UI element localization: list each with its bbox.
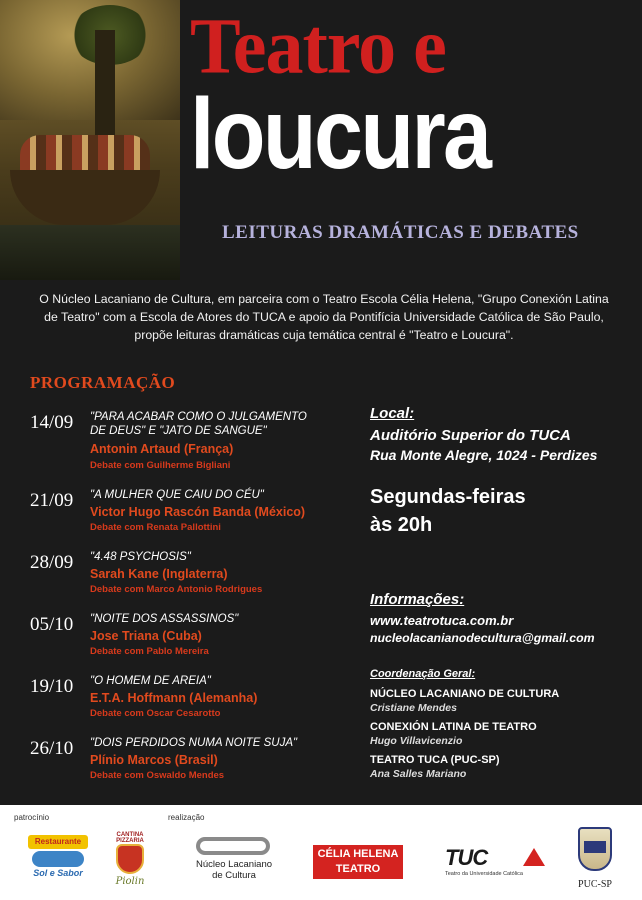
tuca-triangle-icon — [523, 848, 545, 866]
event-work: "O HOMEM DE AREIA" — [90, 675, 211, 687]
puc-sp-logo — [570, 827, 620, 897]
tuca-logo — [445, 845, 545, 885]
intro-line: O Núcleo Lacaniano de Cultura, em parceira com o Teatro Escola Célia Helena, "Grupo Conexión Latina — [39, 292, 609, 306]
info-website-link[interactable]: www.teatrotuca.com.br — [370, 613, 514, 628]
coordination-label: Coordenação Geral: — [370, 668, 476, 680]
coordination-person: Cristiane Mendes — [370, 702, 457, 714]
painting-boat — [10, 170, 160, 225]
nucleo-logo-line: Núcleo Lacaniano — [195, 859, 273, 870]
schedule-days: Segundas-feiras — [370, 486, 526, 508]
event-debate: Debate com Marco Antonio Rodrigues — [90, 584, 263, 595]
celia-logo-line: CÉLIA HELENA — [317, 848, 399, 860]
restaurante-logo-top: Restaurante — [28, 835, 88, 849]
program-title: PROGRAMAÇÃO — [30, 373, 176, 392]
event-author: Victor Hugo Rascón Banda (México) — [90, 505, 306, 519]
event-debate: Debate com Renata Pallottini — [90, 522, 221, 533]
event-author: Sarah Kane (Inglaterra) — [90, 567, 228, 581]
intro-line: propõe leituras dramáticas cuja temática central é "Teatro e Loucura". — [134, 328, 514, 342]
local-address: Rua Monte Alegre, 1024 - Perdizes — [370, 447, 598, 463]
event-work: "DOIS PERDIDOS NUMA NOITE SUJA" — [90, 737, 298, 749]
event-date: 26/10 — [30, 738, 74, 759]
painting-image — [0, 0, 180, 280]
patrocinio-label: patrocínio — [14, 813, 50, 822]
subtitle: LEITURAS DRAMÁTICAS E DEBATES — [222, 222, 579, 243]
puc-logo-name: PUC-SP — [578, 879, 612, 890]
intro-line: de Teatro" com a Escola de Atores do TUCA e apoio da Pontifícia Universidade Católica de São Paulo, — [44, 310, 604, 324]
event-work: "NOITE DOS ASSASSINOS" — [90, 613, 239, 625]
event-author: Antonin Artaud (França) — [90, 442, 234, 456]
nucleo-logo-line: de Cultura — [212, 870, 256, 881]
schedule-time: às 20h — [370, 514, 433, 536]
coordination-org: TEATRO TUCA (PUC-SP) — [370, 754, 500, 766]
local-label: Local: — [370, 405, 415, 422]
event-date: 19/10 — [30, 676, 74, 697]
event-work — [90, 410, 340, 438]
nucleo-ring-icon — [196, 837, 270, 855]
event-date: 21/09 — [30, 490, 74, 511]
title-line2: loucura — [190, 78, 490, 190]
coordination-person: Ana Salles Mariano — [370, 768, 467, 780]
info-label: Informações: — [370, 591, 465, 608]
restaurante-logo-bottom: Sol e Sabor — [33, 868, 83, 878]
cantina-logo — [108, 832, 152, 892]
cantina-logo-top: CANTINA PIZZARIA — [116, 832, 144, 844]
event-author: E.T.A. Hoffmann (Alemanha) — [90, 691, 258, 705]
title-line1: Teatro e — [190, 1, 446, 91]
schedule — [370, 483, 526, 539]
realizacao-label: realização — [168, 813, 205, 822]
tuca-logo-name: TUC — [445, 845, 488, 870]
event-work-line: "PARA ACABAR COMO O JULGAMENTO — [90, 411, 307, 423]
event-date: 14/09 — [30, 412, 74, 433]
event-author: Plínio Marcos (Brasil) — [90, 753, 218, 767]
event-debate: Debate com Pablo Mereira — [90, 646, 209, 657]
celia-helena-logo — [313, 845, 403, 890]
restaurante-logo-emblem — [32, 851, 84, 867]
local-venue: Auditório Superior do TUCA — [370, 427, 571, 444]
event-debate: Debate com Guilherme Bigliani — [90, 460, 231, 471]
puc-crest-band — [584, 841, 606, 853]
event-date: 28/09 — [30, 552, 74, 573]
event-debate: Debate com Oswaldo Mendes — [90, 770, 225, 781]
sponsor-footer — [0, 805, 642, 900]
nucleo-logo — [188, 837, 280, 892]
tuca-logo-tagline: Teatro da Universidade Católica — [445, 871, 523, 877]
cantina-shield-icon — [116, 844, 144, 874]
event-work: "A MULHER QUE CAIU DO CÉU" — [90, 489, 264, 501]
coordination-org: NÚCLEO LACANIANO DE CULTURA — [370, 688, 560, 700]
event-author: Jose Triana (Cuba) — [90, 629, 202, 643]
restaurante-logo — [28, 835, 88, 880]
intro-paragraph — [24, 290, 624, 344]
cantina-logo-name: Piolin — [115, 876, 145, 887]
celia-logo-line: TEATRO ESCOLA — [335, 863, 381, 890]
nucleo-logo-text — [188, 859, 280, 881]
info-email-link[interactable]: nucleolacanianodecultura@gmail.com — [370, 631, 595, 645]
coordination-person: Hugo Villavicenzio — [370, 735, 463, 747]
event-work: "4.48 PSYCHOSIS" — [90, 551, 191, 563]
coordination-org: CONEXIÓN LATINA DE TEATRO — [370, 721, 537, 733]
event-date: 05/10 — [30, 614, 74, 635]
event-debate: Debate com Oscar Cesarotto — [90, 708, 221, 719]
painting-water — [0, 225, 180, 280]
event-work-line: DE DEUS" E "JATO DE SANGUE" — [90, 425, 267, 437]
